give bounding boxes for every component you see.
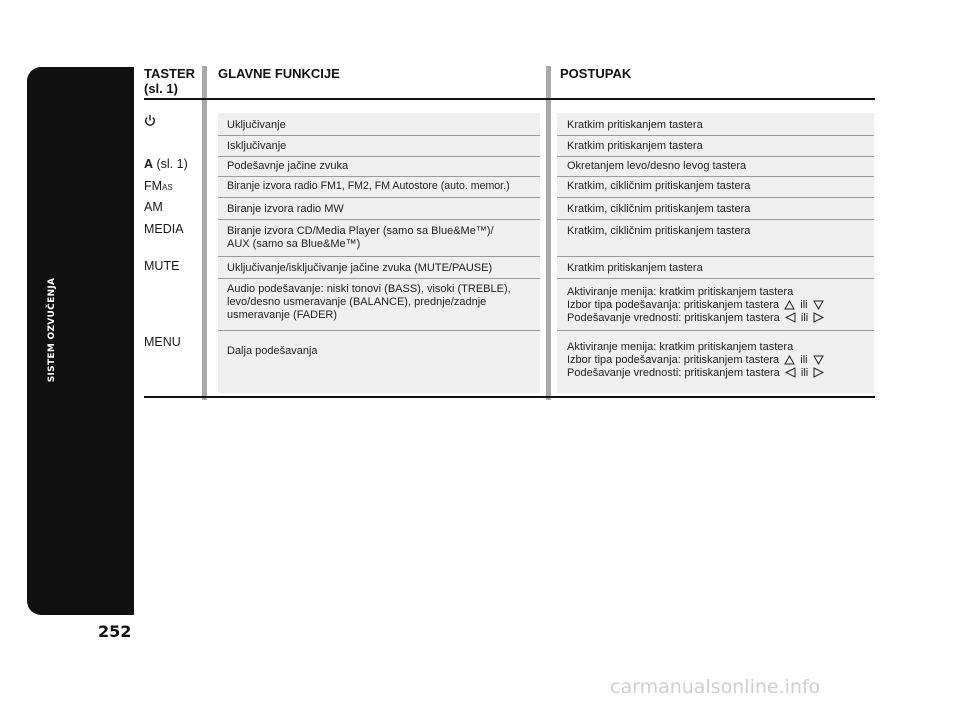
procedure-cell: Kratkim, cikličnim pritiskanjem tastera	[567, 180, 751, 192]
table-bottom-rule	[144, 396, 875, 398]
triangle-left-icon	[785, 367, 796, 378]
procedure-menu	[567, 341, 826, 380]
row-separator	[218, 176, 540, 177]
or-text: ili	[800, 367, 809, 379]
header-functions: GLAVNE FUNKCIJE	[218, 66, 340, 81]
function-cell: Biranje izvora radio MW	[227, 203, 344, 215]
header-key-label: TASTER	[144, 66, 196, 81]
section-title-text: SISTEM OZVUČENJA	[47, 277, 57, 383]
key-fm-sub: AS	[162, 183, 173, 192]
function-cell: Uključivanje/isključivanje jačine zvuka (MUTE/PAUSE)	[227, 262, 493, 274]
row-separator	[557, 278, 874, 279]
or-text: ili	[800, 354, 808, 366]
column-divider-1	[202, 66, 207, 400]
header-key	[144, 66, 195, 96]
function-cell: Uključivanje	[227, 119, 286, 131]
header-procedure: POSTUPAK	[560, 66, 632, 81]
menu-set-value-text: Podešavanje vrednosti: pritiskanjem tastera	[567, 367, 780, 379]
section-sidebar-tab	[27, 67, 134, 615]
procedure-cell: Kratkim, cikličnim pritiskanjem tastera	[567, 225, 751, 237]
row-separator	[557, 256, 874, 257]
triangle-up-icon	[784, 355, 795, 365]
function-cell: Biranje izvora radio FM1, FM2, FM Autostore (auto. memor.)	[227, 180, 510, 192]
procedure-audio-settings	[567, 286, 826, 325]
key-a	[144, 157, 188, 171]
procedure-cell: Kratkim pritiskanjem tastera	[567, 262, 703, 274]
column-divider-2	[546, 66, 551, 400]
or-text: ili	[800, 312, 809, 324]
row-separator	[218, 219, 540, 220]
row-separator	[218, 197, 540, 198]
triangle-left-icon	[785, 312, 796, 323]
key-am: AM	[144, 200, 163, 214]
triangle-down-icon	[813, 355, 824, 365]
procedure-cell: Kratkim, cikličnim pritiskanjem tastera	[567, 203, 751, 215]
page-number: 252	[98, 622, 132, 641]
power-icon	[144, 114, 156, 127]
key-mute: MUTE	[144, 259, 180, 273]
row-separator	[218, 330, 540, 331]
function-cell: Isključivanje	[227, 140, 287, 152]
row-separator	[557, 156, 874, 157]
key-menu: MENU	[144, 335, 181, 349]
function-cell: Dalja podešavanja	[227, 345, 318, 357]
row-separator	[557, 135, 874, 136]
key-a-letter: A	[144, 157, 154, 171]
row-separator	[557, 330, 874, 331]
row-separator	[557, 197, 874, 198]
row-separator	[218, 256, 540, 257]
menu-activate-text: Aktiviranje menija: kratkim pritiskanjem tastera	[567, 286, 794, 298]
procedure-cell: Okretanjem levo/desno levog tastera	[567, 160, 747, 172]
menu-set-value-text: Podešavanje vrednosti: pritiskanjem tastera	[567, 312, 780, 324]
row-separator	[218, 135, 540, 136]
row-separator	[218, 156, 540, 157]
triangle-right-icon	[813, 312, 824, 323]
triangle-down-icon	[813, 300, 824, 310]
function-cell: Audio podešavanje: niski tonovi (BASS), visoki (TREBLE), levo/desno usmeravanje (BALANCE), prednje/zadnje usmeravanje (FADER)	[227, 283, 511, 321]
or-text: ili	[800, 299, 808, 311]
table-top-rule	[144, 98, 875, 100]
triangle-up-icon	[784, 300, 795, 310]
triangle-right-icon	[813, 367, 824, 378]
watermark-text: carmanualsonline.info	[610, 676, 821, 698]
header-key-ref: (sl. 1)	[144, 81, 178, 96]
procedure-cell: Kratkim pritiskanjem tastera	[567, 140, 703, 152]
key-power	[144, 114, 156, 130]
row-separator	[557, 219, 874, 220]
menu-select-type-text: Izbor tipa podešavanja: pritiskanjem tastera	[567, 354, 780, 366]
menu-activate-text: Aktiviranje menija: kratkim pritiskanjem tastera	[567, 341, 794, 353]
procedure-cell: Kratkim pritiskanjem tastera	[567, 119, 703, 131]
row-separator	[218, 278, 540, 279]
menu-select-type-text: Izbor tipa podešavanja: pritiskanjem tastera	[567, 299, 780, 311]
function-cell: Podešavnje jačine zvuka	[227, 160, 349, 172]
key-a-ref: (sl. 1)	[156, 157, 188, 171]
key-media: MEDIA	[144, 222, 184, 236]
key-fmas	[144, 179, 173, 193]
row-separator	[557, 176, 874, 177]
function-cell: Biranje izvora CD/Media Player (samo sa Blue&Me™)/ AUX (samo sa Blue&Me™)	[227, 225, 494, 250]
key-fm-main: FM	[144, 179, 163, 193]
